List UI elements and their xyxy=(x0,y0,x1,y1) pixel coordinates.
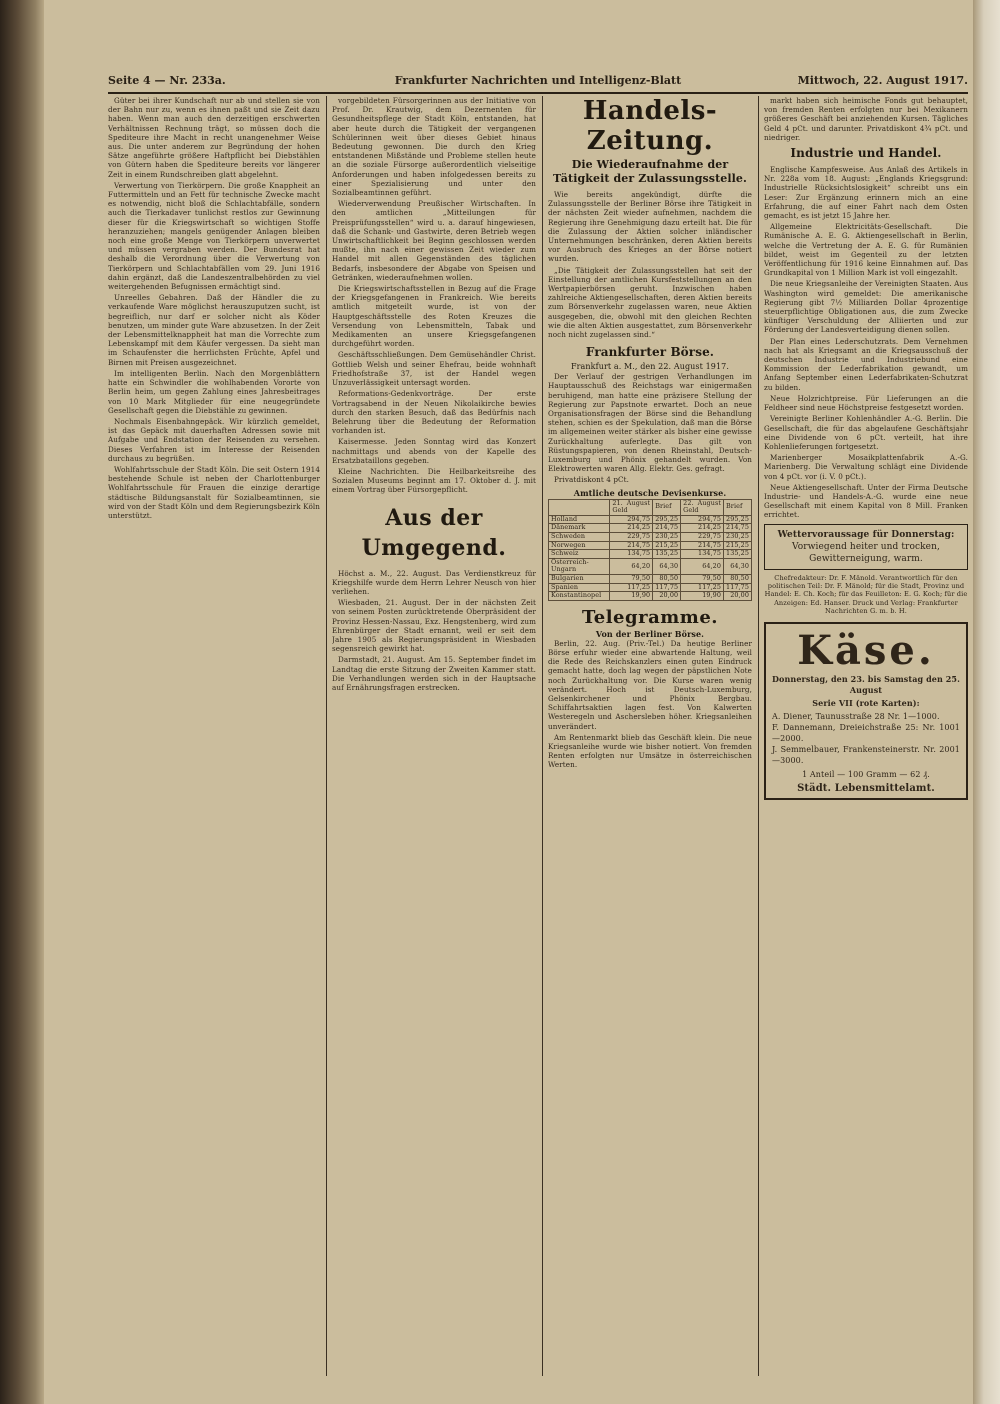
table-cell: Norwegen xyxy=(549,541,610,550)
table-header-cell: 22. August Geld xyxy=(681,499,724,515)
table-cell: 229,75 xyxy=(681,533,724,542)
table-cell: 230,25 xyxy=(653,533,681,542)
article-headline: Die Wiederaufnahme der Tätigkeit der Zulassungsstelle. xyxy=(553,158,747,185)
table-cell: 214,25 xyxy=(610,524,653,533)
article-paragraph: Allgemeine Elektricitäts-Gesellschaft. Die Rumänische A. E. G. Aktiengesellschaft in Berlin, welche die Vertretung der A. E. G. für Rumänien bildet, weist im Gegenteil zu der letzten Veröffentlichung für 1916 keine Einnahmen auf. Das Grundkapital von 1 Million Mark ist voll eingezahlt. xyxy=(764,222,968,278)
table-cell: Schweden xyxy=(549,533,610,542)
article-paragraph: Wohlfahrtsschule der Stadt Köln. Die seit Ostern 1914 bestehende Schule ist neben der Charlottenburger Wohlfahrtsschule für Frauen die einzige derartige städtische Bildungsanstalt für Sozialbeamtinnen, sie wird von der Stadt Köln und dem Regierungsbezirk Köln unterstützt. xyxy=(108,464,320,520)
article-paragraph: Verwertung von Tierkörpern. Die große Knappheit an Futtermitteln und an Fett für technische Zwecke macht es notwendig, nicht bloß die Schlachtabfälle, sondern auch die Tierkadaver tunlichst restlos zur Gewinnung dieser für die Kriegswirtschaft so wichtigen Stoffe heranzuziehen; mangels genügender Anlagen bleiben noch eine große Menge von Tierkörpern unverwertet und müssen vergraben werden. Der Bundesrat hat deshalb die Verordnung über die Verwertung von Tierkörpern und Schlachtabfällen vom 29. Juni 1916 dahin ergänzt, daß die Landeszentralbehörden zu viel weitergehenden Befugnissen ermächtigt sind. xyxy=(108,180,320,292)
table-cell: 135,25 xyxy=(653,550,681,559)
table-cell: 64,20 xyxy=(610,558,653,574)
column-rule xyxy=(326,96,327,1376)
article-paragraph: Nochmals Eisenbahngepäck. Wir kürzlich gemeldet, ist das Gepäck mit dauerhaften Adressen sowie mit Aufgabe und Endstation der Reisenden zu versehen. Dieses Verfahren ist im Interesse der Reisenden durchaus zu begrüßen. xyxy=(108,416,320,463)
article-paragraph: Die neue Kriegsanleihe der Vereinigten Staaten. Aus Washington wird gemeldet: Die amerikanische Regierung gibt 7½ Milliarden Dollar 4prozentige steuerpflichtige Obligationen aus, die zum Zwecke künftiger Verschuldung der Alliierten und zur Förderung der Landesverteidigung dienen sollen. xyxy=(764,279,968,335)
ad-title: Käse. xyxy=(797,626,935,674)
article-paragraph: Die Kriegswirtschaftsstellen in Bezug auf die Frage der Kriegsgefangenen in Frankreich. Wie bereits amtlich mitgeteilt wurde, ist von der Hauptgeschäftsstelle des Roten Kreuzes die Versendung von Lebensmitteln, Tabak und Medikamenten an unsere Kriegsgefangenen durchgeführt worden. xyxy=(332,284,536,349)
table-cell: 117,75 xyxy=(653,583,681,592)
table-cell: 64,30 xyxy=(724,558,752,574)
article-paragraph: Englische Kampfesweise. Aus Anlaß des Artikels in Nr. 228a vom 18. August: „Englands Kriegsgrund: Industrielle Rücksichtslosigkeit“ schreibt uns ein Leser: Zur Ergänzung erinnern mich an eine Erfahrung, die auf einer Fahrt nach dem Osten gemacht, es ist jetzt 15 Jahre her. xyxy=(764,165,968,221)
boerse-title: Frankfurter Börse. xyxy=(585,345,715,360)
table-cell: Dänemark xyxy=(549,524,610,533)
table-cell: 135,25 xyxy=(724,550,752,559)
devisen-table xyxy=(548,499,752,601)
article-paragraph: Im intelligenten Berlin. Nach den Morgenblättern hatte ein Schwindler die wohlhabenden Vororte von Berlin heim, um gegen Zahlung eines Jahresbeitrages von 10 Mark Mitglieder für eine neugegründete Gesellschaft gegen die Diebstähle zu gewinnen. xyxy=(108,368,320,415)
ad-row: F. Dannemann, Dreieichstraße 25: Nr. 1001—2000. xyxy=(772,722,960,743)
table-row xyxy=(549,575,752,584)
ad-row: A. Diener, Taunusstraße 28 Nr. 1—1000. xyxy=(772,711,940,721)
article-paragraph: Privatdiskont 4 pCt. xyxy=(554,475,630,485)
ad-row: J. Semmelbauer, Frankensteinerstr. Nr. 2001—3000. xyxy=(772,744,960,765)
table-header-row xyxy=(549,499,752,515)
article-paragraph: Höchst a. M., 22. August. Das Verdienstkreuz für Kriegshilfe wurde dem Herrn Lehrer Neusch von hier verliehen. xyxy=(332,568,536,596)
weather-text: Vorwiegend heiter und trocken, Gewitterneigung, warm. xyxy=(792,541,940,564)
article-paragraph: Kleine Nachrichten. Die Heilbarkeitsreihe des Sozialen Museums beginnt am 17. Oktober d. J. mit einem Vortrag über Fürsorgepflicht. xyxy=(332,466,536,495)
table-cell: 215,25 xyxy=(653,541,681,550)
boerse-dateline: Frankfurt a. M., den 22. August 1917. xyxy=(570,362,729,372)
table-header-cell: Brief xyxy=(653,499,681,515)
table-cell: 20,00 xyxy=(724,592,752,601)
table-header-cell xyxy=(549,499,610,515)
imprint: Chefredakteur: Dr. F. Mänold. Verantwortlich für den politischen Teil: Dr. F. Mänold; für die Stadt, Provinz und Handel: E. Ch. Koch; für das Feuilleton: E. G. Koch; für die Anzeigen: Ed. Hanser. Druck und Verlag: Frankfurter Nachrichten G. m. b. H. xyxy=(764,573,968,616)
table-cell: 214,75 xyxy=(724,524,752,533)
table-cell: 214,75 xyxy=(653,524,681,533)
ad-series: Serie VII (rote Karten): xyxy=(812,697,920,708)
table-cell: Konstantinopel xyxy=(549,592,610,601)
weather-box xyxy=(764,524,968,570)
table-cell: Spanien xyxy=(549,583,610,592)
article-paragraph: Neue Aktiengesellschaft. Unter der Firma Deutsche Industrie- und Handels-A.-G. wurde eine neue Gesellschaft mit einem Kapital von 8 Mill. Franken errichtet. xyxy=(764,482,968,520)
table-cell: 80,50 xyxy=(724,575,752,584)
table-cell: 117,25 xyxy=(681,583,724,592)
article-paragraph: Darmstadt, 21. August. Am 15. September findet im Landtag die erste Sitzung der Zweiten Kammer statt. Die Verhandlungen werden sich in der Hauptsache auf Ernährungsfragen erstrecken. xyxy=(332,655,536,692)
table-cell: 295,25 xyxy=(653,515,681,524)
table-cell: Bulgarien xyxy=(549,575,610,584)
table-cell: 134,75 xyxy=(610,550,653,559)
table-cell: 117,75 xyxy=(724,583,752,592)
article-paragraph: Der Plan eines Lederschutzrats. Dem Vernehmen nach hat als Kriegsamt an die Kriegsausschuß der deutschen Industrie und Industriebund eine Kommission der Lederfabrikation gewandt, um Anfang September einen Lederfabrikaten-Schutzrat zu bilden. xyxy=(764,336,968,392)
article-paragraph: Reformations-Gedenkvorträge. Der erste Vortragsabend in der Neuen Nikolaikirche bewies durch den starken Besuch, daß das Bedürfnis nach Belehrung über die Bedeutung der Reformation vorhanden ist. xyxy=(332,389,536,436)
ad-footer: Städt. Lebensmittelamt. xyxy=(797,782,935,794)
table-row xyxy=(549,533,752,542)
column-rule xyxy=(542,96,543,1376)
column-2 xyxy=(332,96,536,1376)
column-rule xyxy=(758,96,759,1376)
article-paragraph: Wie bereits angekündigt, dürfte die Zulassungsstelle der Berliner Börse ihre Tätigkeit in der nächsten Zeit wieder aufnehmen, nachdem die Regierung ihre Genehmigung dazu erteilt hat. Die für die Zulassung der Aktien solcher inländischer Unternehmungen beschränken, deren Aktien bereits vor Ausbruch des Krieges an der Börse notiert wurden. xyxy=(548,190,752,264)
article-paragraph: Wiederverwendung Preußischer Wirtschaften. In den amtlichen „Mitteilungen für Preisprüfungsstellen“ wird u. a. darauf hingewiesen, daß die Schank- und Gastwirte, deren Betrieb wegen Unwirtschaftlichkeit bei Beginn geschlossen werden mußte, ihn nach einer gewissen Zeit wieder zum Handel mit allen Gegenständen des täglichen Bedarfs, insbesondere der Abgabe von Speisen und Getränken, wiederaufnehmen wollen. xyxy=(332,199,536,282)
table-header-cell: 21. August Geld xyxy=(610,499,653,515)
section-title-industrie: Industrie und Handel. xyxy=(790,146,942,161)
table-cell: 117,25 xyxy=(610,583,653,592)
table-cell: 294,75 xyxy=(681,515,724,524)
table-cell: 214,75 xyxy=(610,541,653,550)
table-cell: 214,75 xyxy=(681,541,724,550)
article-paragraph: „Die Tätigkeit der Zulassungsstellen hat seit der Einstellung der amtlichen Kursfeststellungen an den Wertpapierbörsen geruht. Inzwischen haben zahlreiche Aktiengesellschaften, deren Aktien bereits zum Börsenverkehr zugelassen waren, neue Aktien ausgegeben, die, obwohl mit den gleichen Rechten wie die alten Aktien ausgestattet, zum Börsenverkehr noch nicht zugelassen sind.“ xyxy=(548,265,752,340)
cheese-advertisement xyxy=(764,622,968,800)
header-page-number: Seite 4 — Nr. 233a. xyxy=(108,74,226,87)
article-paragraph: Vereinigte Berliner Kohlenhändler A.-G. Berlin. Die Gesellschaft, die für das abgelaufene Geschäftsjahr eine Dividende von 6 pCt. verteilt, hat ihre Kohlenlieferungen fortgesetzt. xyxy=(764,414,968,451)
header-masthead: Frankfurter Nachrichten und Intelligenz-Blatt xyxy=(394,74,682,87)
page-header xyxy=(108,70,968,94)
ad-portion: 1 Anteil — 100 Gramm — 62 ₰. xyxy=(802,769,930,779)
article-paragraph: vorgebildeten Fürsorgerinnen aus der Initiative von Prof. Dr. Krautwig, dem Dezernenten für Gesundheitspflege der Stadt Köln, entstanden, hat aber heute durch die Tätigkeit der vergangenen Schülerinnen weit über dieses Gebiet hinaus Bedeutung gewonnen. Die durch den Krieg entstandenen Mißstände und Probleme stellen heute an die soziale Fürsorge außerordentlich vielseitige Anforderungen und haben infolgedessen bereits zu einer Spezialisierung und unter den Sozialbeamtinnen geführt. xyxy=(332,96,536,198)
column-1 xyxy=(108,96,320,1376)
table-cell: 64,30 xyxy=(653,558,681,574)
weather-title: Wettervoraussage für Donnerstag: xyxy=(777,529,955,540)
section-title-handels-zeitung: Handels-Zeitung. xyxy=(582,96,718,156)
page-edge xyxy=(973,0,1000,1404)
table-cell: 230,25 xyxy=(724,533,752,542)
article-paragraph: Geschäftsschließungen. Dem Gemüsehändler Christ. Gottlieb Welsh und seiner Ehefrau, beide wohnhaft Friedhofstraße 37, ist der Handel wegen Unzuverlässigkeit untersagt worden. xyxy=(332,350,536,388)
telegramme-title: Telegramme. xyxy=(581,606,719,628)
table-cell: 79,50 xyxy=(681,575,724,584)
table-cell: 294,75 xyxy=(610,515,653,524)
telegramme-subtitle: Von der Berliner Börse. xyxy=(595,628,705,639)
table-cell: 19,90 xyxy=(681,592,724,601)
article-paragraph: Der Verlauf der gestrigen Verhandlungen im Hauptausschuß des Reichstags war einigermaßen beruhigend, man hatte eine präzisere Stellung der Regierung zur Papstnote erwartet. Doch an neue Organisationsfragen der Börse sind die Behandlung stehen, schien es der Spekulation, daß man die Börse im allgemeinen weiter stärker als bisher eine gewisse Zurückhaltung auferlegte. Das gilt von Rüstungspapieren, von denen Rheinstahl, Deutsch-Luxemburg und Phönix gehandelt wurden. Von Elektrowerten waren Allg. Elektr. Ges. gefragt. xyxy=(548,372,752,474)
section-title-umgegend: Aus der Umgegend. xyxy=(361,504,507,561)
article-paragraph: Am Rentenmarkt blieb das Geschäft klein. Die neue Kriegsanleihe wurde wie bisher notiert. Von fremden Renten erfolgten nur Umsätze in österreichischen Werten. xyxy=(548,732,752,770)
table-cell: 295,25 xyxy=(724,515,752,524)
article-paragraph: Güter bei ihrer Kundschaft nur ab und stellen sie von der Bahn nur zu, wenn es ihnen paßt und sie Zeit dazu haben. Wenn man auch den derzeitigen erschwerten Verhältnissen Rechnung trägt, so müssen doch die Spediteure ihre Macht in recht unangenehmer Weise aus. Die unter anderem zur Begründung der hohen Sätze angeführte größere Haftpflicht bei Diebstählen von Gütern haben die Spediteure bereits vor längerer Zeit in einem Rundschreiben glatt abgelehnt. xyxy=(108,96,320,179)
table-row xyxy=(549,558,752,574)
table-row xyxy=(549,541,752,550)
header-date: Mittwoch, 22. August 1917. xyxy=(797,74,968,87)
article-paragraph: Neue Holzrichtpreise. Für Lieferungen an die Feldheer sind neue Höchstpreise festgesetzt worden. xyxy=(764,393,968,413)
column-4 xyxy=(764,96,968,1386)
article-paragraph: Marienberger Mosaikplattenfabrik A.-G. Marienberg. Die Verwaltung schlägt eine Dividende von 4 pCt. vor (i. V. 0 pCt.). xyxy=(764,453,968,481)
table-cell: 134,75 xyxy=(681,550,724,559)
table-cell: 20,00 xyxy=(653,592,681,601)
table-cell: 80,50 xyxy=(653,575,681,584)
table-cell: Holland xyxy=(549,515,610,524)
ad-date-line: Donnerstag, den 23. bis Samstag den 25. August xyxy=(772,673,960,695)
article-paragraph: Wiesbaden, 21. August. Der in der nächsten Zeit von seinem Posten zurücktretende Oberpräsident der Provinz Hessen-Nassau, Exz. Hengstenberg, wird zum Ehrenbürger der Stadt ernannt, weil er seit dem Jahre 1905 als Regierungspräsident in Wiesbaden segensreich gewirkt hat. xyxy=(332,598,536,654)
column-3 xyxy=(548,96,752,1376)
article-paragraph: Unreelles Gebahren. Daß der Händler die zu verkaufende Ware möglichst herauszuputzen sucht, ist begreiflich, nur darf er solcher nicht als Köder benutzen, um minder gute Ware abzusetzen. In der Zeit der Lebensmittelknappheit hat man die Vorrechte zum Lebenskampf mit dem Käufer vergessen. Da sieht man im Schaufenster die herrlichsten Früchte, Apfel und Birnen mit Preisen ausgezeichnet. xyxy=(108,293,320,367)
article-paragraph: markt haben sich heimische Fonds gut behauptet, von fremden Renten erfolgten nur bei Mexikanern größeres Geschäft bei anziehenden Kursen. Tägliches Geld 4 pCt. und darunter. Privatdiskont 4¾ pCt. und niedriger. xyxy=(764,96,968,142)
table-header-cell: Brief xyxy=(724,499,752,515)
table-cell: 214,25 xyxy=(681,524,724,533)
table-cell: 19,90 xyxy=(610,592,653,601)
book-binding xyxy=(0,0,44,1404)
table-cell: 215,25 xyxy=(724,541,752,550)
devisen-title: Amtliche deutsche Devisenkurse. xyxy=(573,487,727,498)
article-paragraph: Berlin, 22. Aug. (Priv.-Tel.) Da heutige Berliner Börse erfuhr wieder eine abwartende Haltung, weil die Rede des Reichskanzlers einen guten Eindruck gemacht hatte, doch lag wegen der päpstlichen Note noch Zurückhaltung vor. Die Kurse waren wenig verändert. Hoch ist Deutsch-Luxemburg, Gelsenkirchener und Phönix Bergbau. Schiffahrtsaktien lagen fest. Von Kalwerten Westeregeln und Aschersleben höher. Kriegsanleihen unverändert. xyxy=(548,638,752,731)
table-cell: 79,50 xyxy=(610,575,653,584)
table-cell: Schweiz xyxy=(549,550,610,559)
article-paragraph: Kaisermesse. Jeden Sonntag wird das Konzert nachmittags und abends von der Kapelle des Ersatzbataillons gegeben. xyxy=(332,437,536,465)
table-cell: 64,20 xyxy=(681,558,724,574)
table-cell: Österreich-Ungarn xyxy=(549,558,610,574)
table-cell: 229,75 xyxy=(610,533,653,542)
table-row xyxy=(549,592,752,601)
